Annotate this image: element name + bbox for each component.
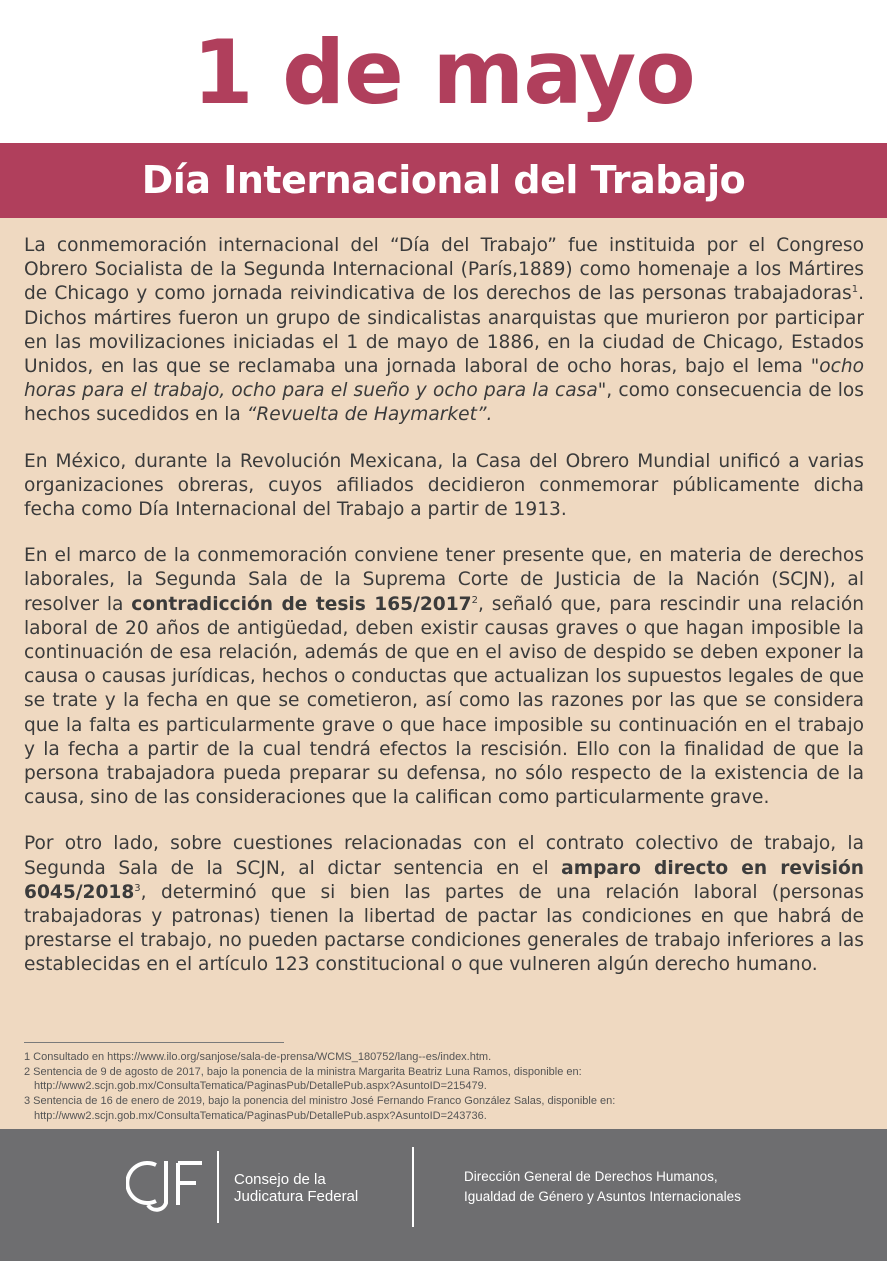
footnote-ref-3[interactable]: 3	[134, 882, 141, 894]
paragraph-4: Por otro lado, sobre cuestiones relacionadas con el contrato colectivo de trabajo, la Segunda Sala de la SCJN, al dictar sentencia en el amparo directo en revisión 6045/2018$^3$, determinó que si bien las partes de una relación laboral (personas trabajadoras y patronas) tienen la libertad de pactar las condiciones en que habrá de prestarse el trabajo, no pueden pactarse condiciones generales de trabajo inferiores a las establecidas en el artículo 123 constitucional o que vulneren algún derecho humano.	[24, 833, 864, 976]
footer-divider-2	[412, 1147, 414, 1227]
footer-divider-1	[217, 1151, 219, 1223]
event-name: “Revuelta de Haymarket”.	[246, 404, 493, 426]
footnote-3-link[interactable]: http://www2.scjn.gob.mx/ConsultaTematica/PaginasPub/DetallePub.aspx?AsuntoID=243736.	[34, 1109, 487, 1122]
footnote-3: 3 Sentencia de 16 de enero de 2019, bajo la ponencia del ministro José Fernando Franco González Salas, disponible en:	[24, 1095, 616, 1108]
page-title: 1 de mayo	[192, 21, 695, 124]
paragraph-1: La conmemoración internacional del “Día del Trabajo” fue instituida por el Congreso Obrero Socialista de la Segunda Internacional (París,1889) como homenaje a los Mártires de Chicago y como jornada reivindicativa de los derechos de las personas trabajadoras$^1$. Dichos mártires fueron un grupo de sindicalistas anarquistas que murieron por participar en las movilizaciones iniciadas el 1 de mayo de 1886, en la ciudad de Chicago, Estados Unidos, en las que se reclamaba una jornada laboral de ocho horas, bajo el lema "ocho horas para el trabajo, ocho para el sueño y ocho para la casa", como consecuencia de los hechos sucedidos en la “Revuelta de Haymarket”.	[24, 235, 864, 426]
motto-text: "ocho horas para el trabajo, ocho para el sueño y ocho para la casa	[24, 356, 864, 402]
footnotes	[24, 1050, 874, 1124]
paragraph-2: En México, durante la Revolución Mexicana, la Casa del Obrero Mundial unificó a varias organizaciones obreras, cuyos afiliados decidieron conmemorar públicamente dicha fecha como Día Internacional del Trabajo a partir de 1913.	[24, 450, 864, 521]
case-reference-2: amparo directo en revisión 6045/2018	[24, 857, 864, 903]
cjf-logo-icon	[126, 1155, 206, 1219]
organization-name: Consejo de la Judicatura Federal	[234, 1171, 359, 1205]
header-area	[0, 0, 887, 143]
footnote-2-link[interactable]: http://www2.scjn.gob.mx/ConsultaTematica/PaginasPub/DetallePub.aspx?AsuntoID=215479.	[34, 1080, 487, 1093]
footnote-ref-2[interactable]: 2	[471, 594, 478, 606]
article-body	[24, 234, 864, 1000]
footnote-ref-1[interactable]: 1	[851, 284, 859, 296]
footnote-2: 2 Sentencia de 9 de agosto de 2017, bajo la ponencia de la ministra Margarita Beatriz Luna Ramos, disponible en:	[24, 1065, 582, 1078]
footnote-divider	[24, 1042, 284, 1043]
footer	[0, 1129, 887, 1261]
page-subtitle: Día Internacional del Trabajo	[141, 158, 746, 202]
case-reference-1: contradicción de tesis 165/2017	[131, 593, 472, 615]
subtitle-band	[0, 143, 887, 218]
department-name: Dirección General de Derechos Humanos, Igualdad de Género y Asuntos Internacionales	[464, 1169, 741, 1204]
paragraph-3: En el marco de la conmemoración conviene tener presente que, en materia de derechos laborales, la Segunda Sala de la Suprema Corte de Justicia de la Nación (SCJN), al resolver la contradicción de tesis 165/2017$^2$, señaló que, para rescindir una relación laboral de 20 años de antigüedad, deben existir causas graves o que hagan imposible la continuación de esa relación, además de que en el aviso de despido se deben exponer la causa o causas jurídicas, hechos o conductas que actualizan los supuestos legales de que se trate y la fecha en que se cometieron, así como las razones por las que se considera que la falta es particularmente grave o que hace imposible su continuación en el trabajo y la fecha a partir de la cual tendrá efectos la rescisión. Ello con la finalidad de que la persona trabajadora pueda preparar su defensa, no sólo respecto de la existencia de la causa, sino de las consideraciones que la califican como particularmente grave.	[24, 545, 865, 809]
footnote-1: 1 Consultado en https://www.ilo.org/sanjose/sala-de-prensa/WCMS_180752/lang--es/index.htm.	[24, 1051, 492, 1063]
